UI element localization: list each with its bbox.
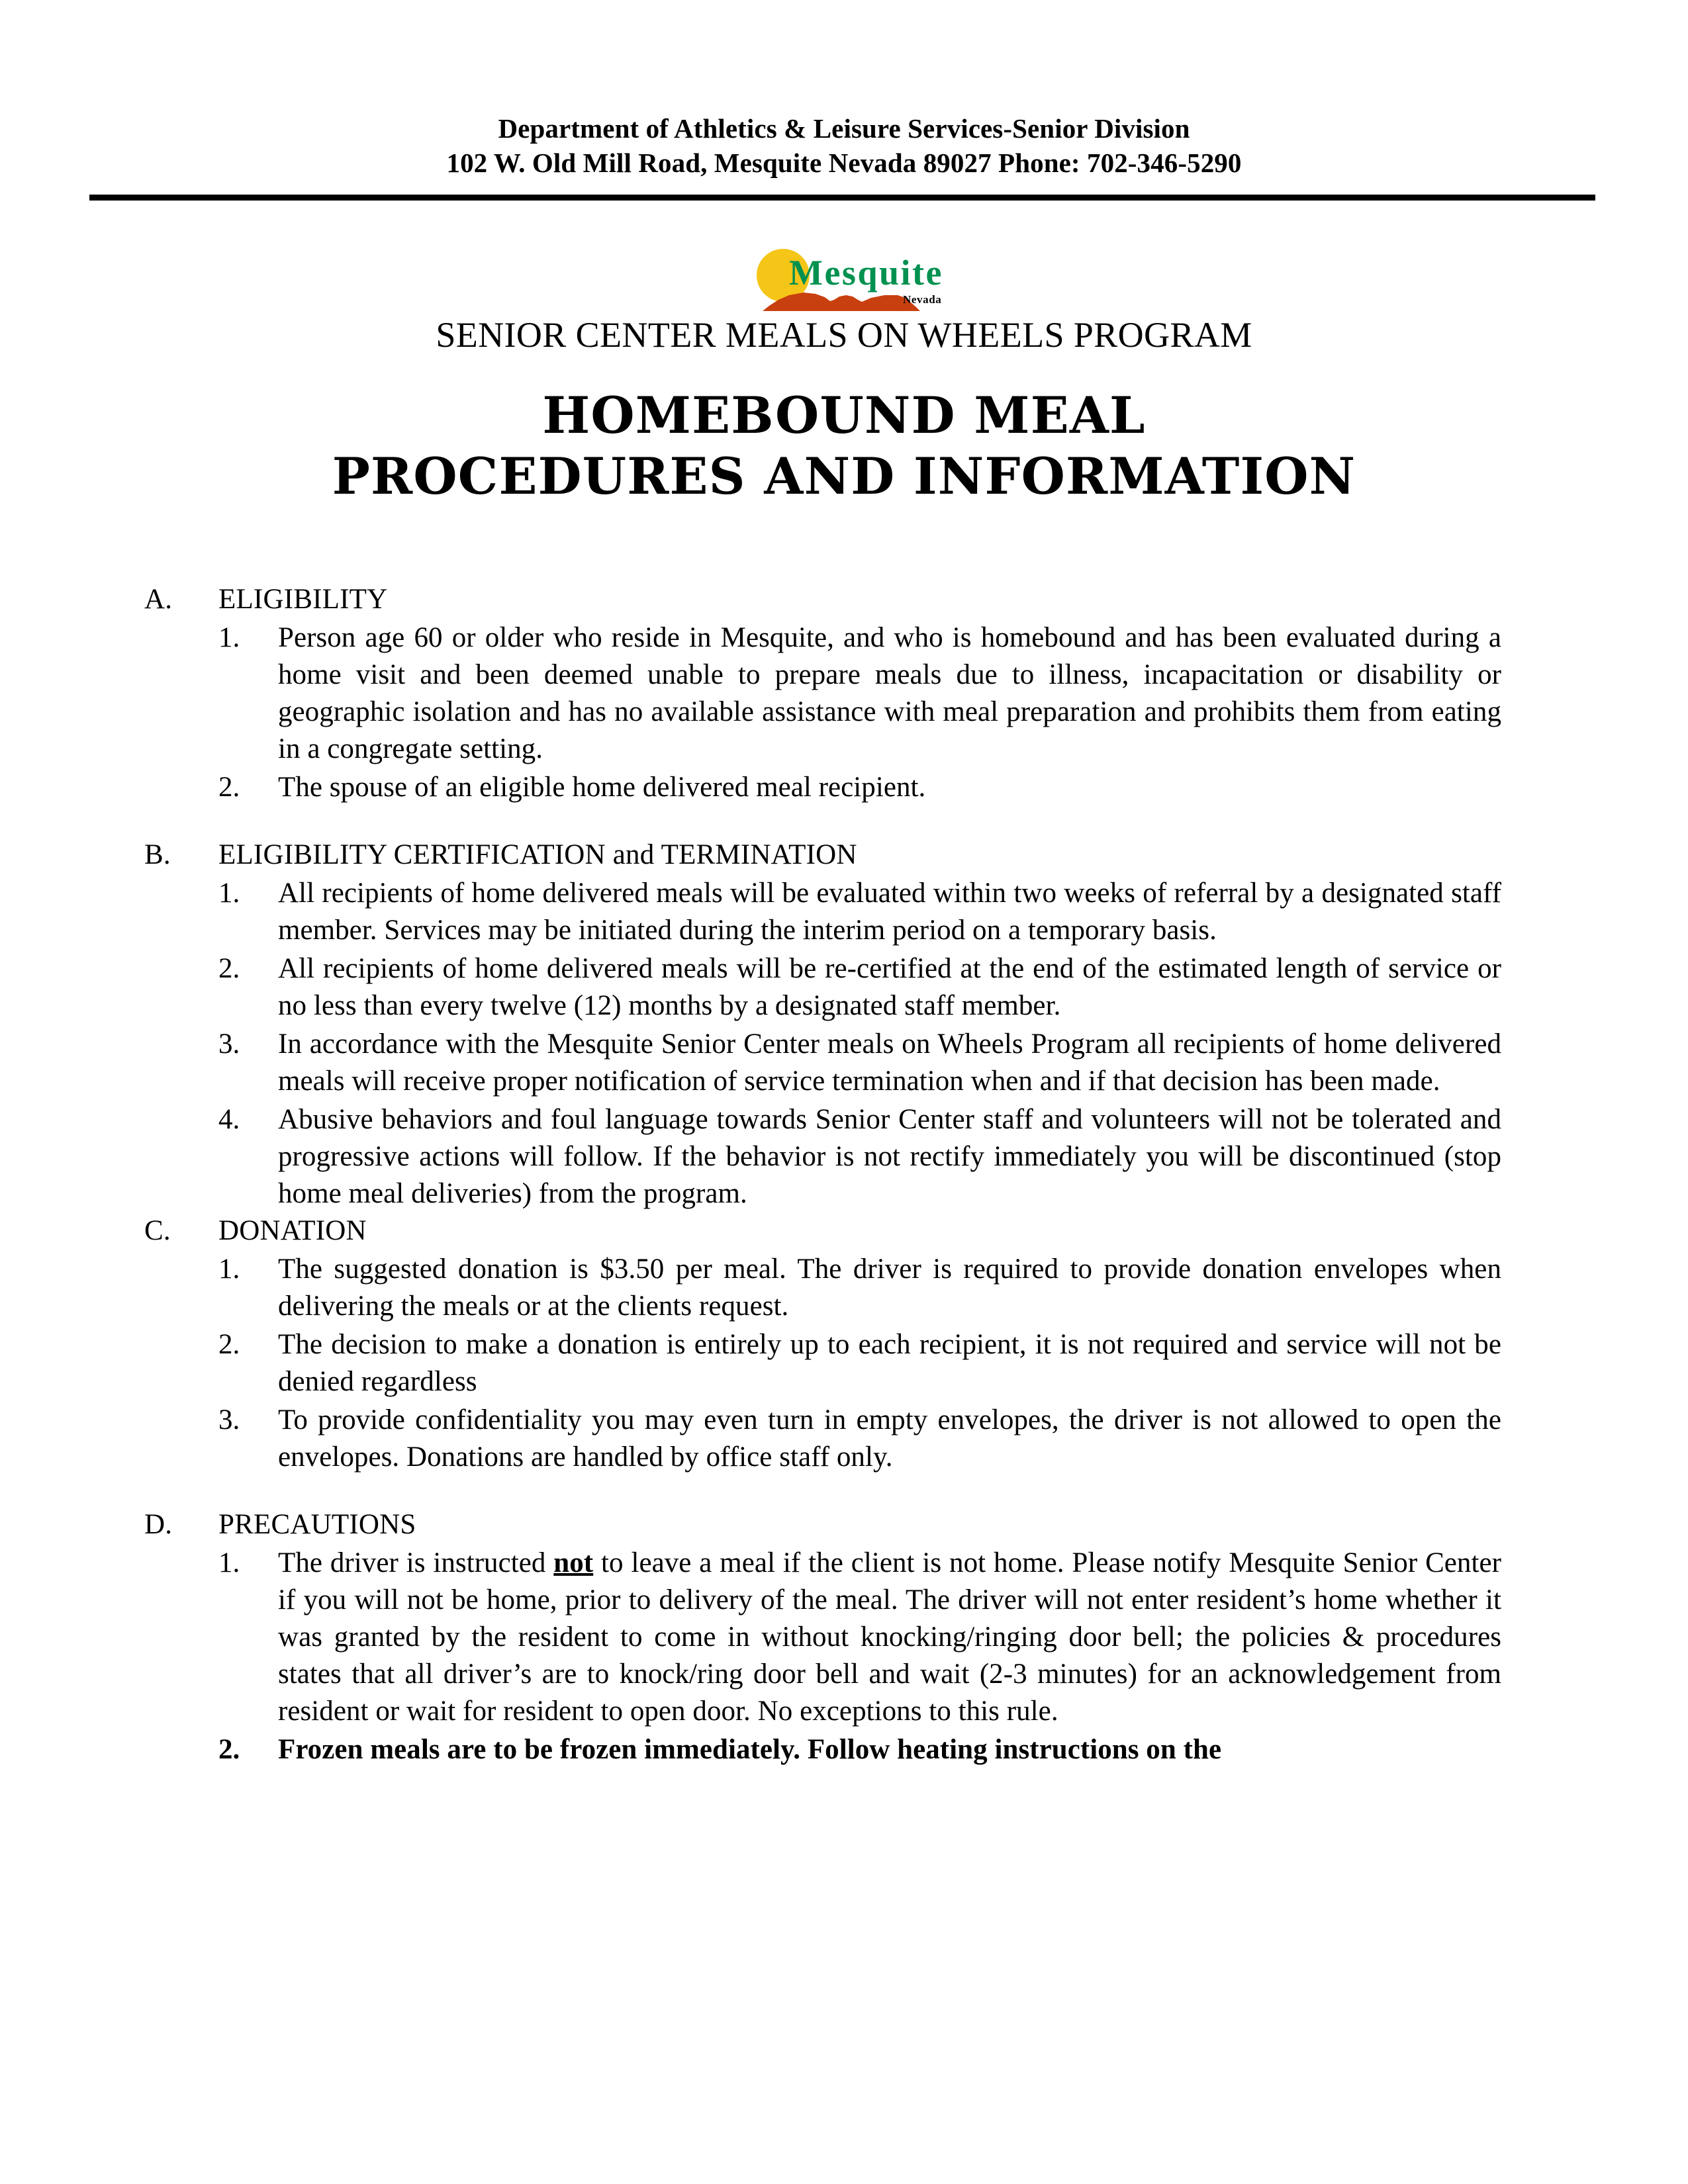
list-item-text: Person age 60 or older who reside in Mesquite, and who is homebound and has been evaluated during a home visit and been deemed unable to prepare meals due to illness, incapacitation or disability or geographic isolation and has no available assistance with meal preparation and prohibits them from eating in a congregate setting. (278, 622, 1501, 764)
section-items (144, 619, 1501, 806)
logo-wordmark: Mesquite (789, 253, 943, 293)
page-title-line-1: HOMEBOUND MEAL (542, 386, 1146, 445)
section-letter: D. (144, 1509, 173, 1540)
list-item-text-before: The driver is instructed (278, 1547, 554, 1578)
list-item-number: 1. (218, 878, 240, 909)
program-subtitle: SENIOR CENTER MEALS ON WHEELS PROGRAM (436, 315, 1252, 355)
section-items (144, 1545, 1501, 1768)
section-title: PRECAUTIONS (218, 1509, 416, 1540)
section-eligibility (144, 581, 1501, 806)
section-heading (144, 1212, 1501, 1250)
list-item-text: To provide confidentiality you may even turn in empty envelopes, the driver is not allowed to open the envelopes. Donations are handled by office staff only. (278, 1404, 1501, 1473)
letterhead (0, 0, 1688, 201)
list-item-number: 4. (218, 1104, 240, 1135)
section-heading (144, 1506, 1501, 1543)
page-title-line-2: PROCEDURES AND INFORMATION (332, 447, 1356, 506)
list-item-number: 2. (218, 1734, 240, 1765)
section-heading (144, 581, 1501, 618)
section-title: DONATION (218, 1215, 367, 1246)
list-item (144, 1326, 1501, 1400)
list-item-number: 3. (218, 1028, 240, 1060)
list-item-number: 1. (218, 622, 240, 653)
list-item (144, 769, 1501, 806)
logo-container (0, 237, 1688, 311)
list-item (144, 619, 1501, 768)
list-item-number: 3. (218, 1404, 240, 1435)
list-item-text: Abusive behaviors and foul language towards Senior Center staff and volunteers will not be tolerated and progressive actions will follow. If the behavior is not rectify immediately you will be discontinued (stop home meal deliveries) from the program. (278, 1104, 1501, 1209)
section-precautions (144, 1506, 1501, 1768)
list-item (144, 1545, 1501, 1730)
list-item (144, 950, 1501, 1024)
letterhead-address-line: 102 W. Old Mill Road, Mesquite Nevada 89027 Phone: 702-346-5290 (446, 148, 1242, 178)
emphasis-not: not (553, 1547, 594, 1578)
list-item (144, 1731, 1501, 1768)
section-letter: A. (144, 584, 173, 615)
list-item-text: The spouse of an eligible home delivered meal recipient. (278, 772, 926, 803)
list-item-text-after: to leave a meal if the client is not home. Please notify Mesquite Senior Center if you will not be home, prior to delivery of the meal. The driver will not enter resident’s home whether it was granted by the resident to come in without knocking/ringing door bell; the policies & procedures states that all driver’s are to knock/ring door bell and wait (2-3 minutes) for an acknowledgement from resident or wait for resident to open door. No exceptions to this rule. (278, 1547, 1501, 1727)
list-item-number: 1. (218, 1253, 240, 1285)
list-item-text: Frozen meals are to be frozen immediately. Follow heating instructions on the (278, 1734, 1222, 1765)
list-item-number: 1. (218, 1547, 240, 1578)
list-item-text: All recipients of home delivered meals will be evaluated within two weeks of referral by a designated staff member. Services may be initiated during the interim period on a temporary basis. (278, 878, 1501, 946)
list-item-text: All recipients of home delivered meals will be re-certified at the end of the estimated length of service or no less than every twelve (12) months by a designated staff member. (278, 953, 1501, 1021)
list-item-number: 2. (218, 772, 240, 803)
section-heading (144, 837, 1501, 874)
letterhead-department-line: Department of Athletics & Leisure Services-Senior Division (498, 113, 1190, 144)
list-item-number: 2. (218, 1329, 240, 1360)
section-eligibility-certification (144, 837, 1501, 1212)
logo-state-label: Nevada (903, 293, 942, 306)
document-body (0, 581, 1688, 1768)
section-letter: B. (144, 839, 171, 870)
section-letter: C. (144, 1215, 171, 1246)
list-item-number: 2. (218, 953, 240, 984)
list-item (144, 1026, 1501, 1100)
letterhead-divider (89, 195, 1595, 201)
mesquite-nevada-logo (735, 237, 953, 311)
list-item (144, 1251, 1501, 1325)
section-title: ELIGIBILITY (218, 584, 388, 615)
section-items (144, 875, 1501, 1212)
list-item-text: The decision to make a donation is entirely up to each recipient, it is not required and service will not be denied regardless (278, 1329, 1501, 1397)
section-title: ELIGIBILITY CERTIFICATION and TERMINATION (218, 839, 857, 870)
list-item-text (278, 1545, 1501, 1730)
page-title (0, 385, 1688, 507)
section-items (144, 1251, 1501, 1476)
list-item (144, 1101, 1501, 1212)
list-item (144, 1402, 1501, 1476)
list-item (144, 875, 1501, 949)
logo-artwork (735, 237, 953, 311)
section-donation (144, 1212, 1501, 1476)
list-item-text: In accordance with the Mesquite Senior Center meals on Wheels Program all recipients of home delivered meals will receive proper notification of service termination when and if that decision has been made. (278, 1028, 1501, 1097)
list-item-text: The suggested donation is $3.50 per meal. The driver is required to provide donation envelopes when delivering the meals or at the clients request. (278, 1253, 1501, 1322)
